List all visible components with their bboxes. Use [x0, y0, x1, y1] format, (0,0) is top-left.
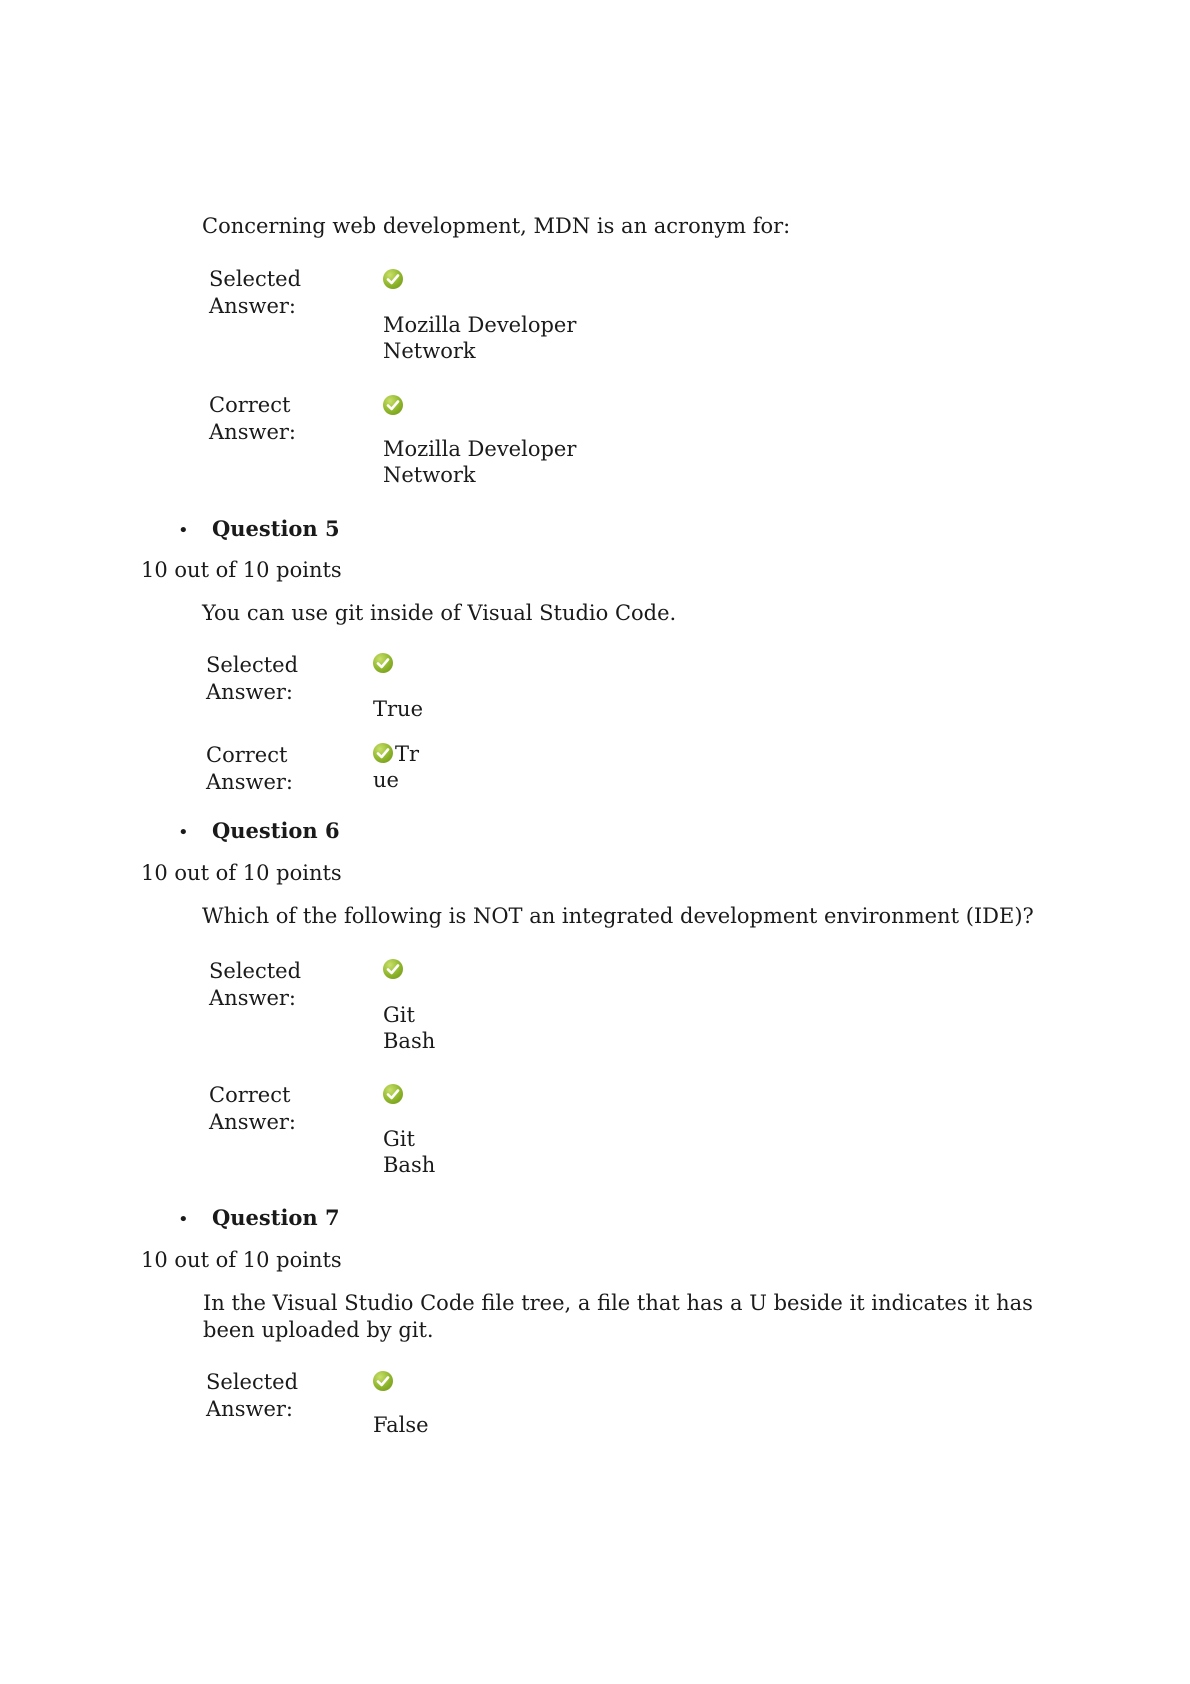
question-4-text: Concerning web development, MDN is an acronym for:	[202, 214, 791, 238]
question-6-correct-answer: Git Bash	[383, 1127, 436, 1177]
question-5-points: 10 out of 10 points	[141, 558, 342, 582]
question-6-text: Which of the following is NOT an integrated development environment (IDE)?	[202, 904, 1034, 928]
check-circle-icon	[373, 743, 393, 763]
question-6-correct-label: Correct Answer:	[209, 1083, 296, 1134]
question-6-title: Question 6	[212, 818, 340, 843]
check-circle-icon	[383, 269, 403, 289]
check-circle-icon	[373, 653, 393, 673]
question-7-title: Question 7	[212, 1205, 340, 1230]
question-4-selected-answer: Mozilla Developer Network	[383, 313, 577, 363]
question-7-selected-label: Selected Answer:	[206, 1370, 299, 1421]
question-4-correct-label: Correct Answer:	[209, 393, 296, 444]
check-circle-icon	[383, 395, 403, 415]
question-5-text: You can use git inside of Visual Studio Code.	[202, 601, 677, 625]
question-7-text: In the Visual Studio Code file tree, a file that has a U beside it indicates it has been uploaded by git.	[203, 1291, 1033, 1342]
question-7-selected-answer: False	[373, 1413, 429, 1437]
question-5-bullet: •	[178, 520, 189, 541]
check-circle-icon	[383, 1084, 403, 1104]
question-7-points: 10 out of 10 points	[141, 1248, 342, 1272]
question-5-selected-answer: True	[373, 697, 423, 721]
question-5-title: Question 5	[212, 516, 340, 541]
check-circle-icon	[373, 1371, 393, 1391]
question-6-bullet: •	[178, 822, 189, 843]
question-4-selected-label: Selected Answer:	[209, 267, 302, 318]
question-5-correct-label: Correct Answer:	[206, 743, 293, 794]
question-6-selected-answer: Git Bash	[383, 1003, 436, 1053]
question-6-points: 10 out of 10 points	[141, 861, 342, 885]
question-7-bullet: •	[178, 1209, 189, 1230]
question-6-selected-label: Selected Answer:	[209, 959, 302, 1010]
question-5-correct-answer-part-1: Tr	[395, 742, 420, 766]
question-5-selected-label: Selected Answer:	[206, 653, 299, 704]
question-4-correct-answer: Mozilla Developer Network	[383, 437, 577, 487]
check-circle-icon	[383, 959, 403, 979]
question-5-correct-answer-part-2: ue	[373, 768, 399, 792]
